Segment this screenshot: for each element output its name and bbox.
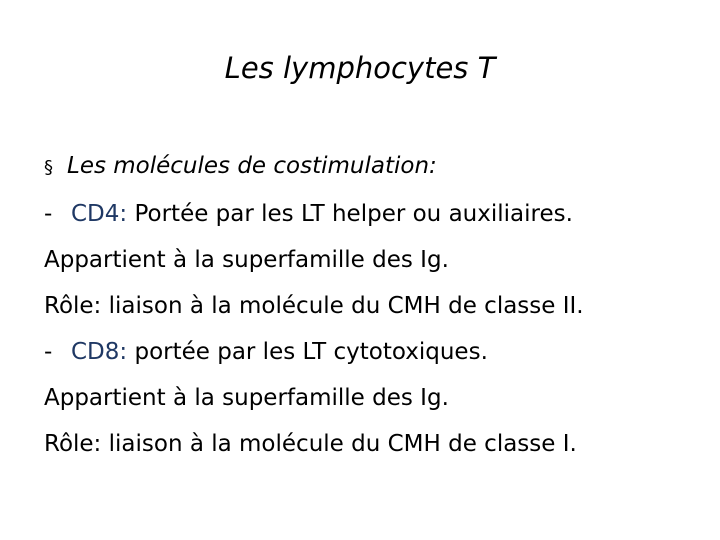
cd8-dash: - <box>44 339 53 365</box>
section-bullet-icon: § <box>44 157 53 178</box>
cd8-family-line: Appartient à la superfamille des Ig. <box>44 385 449 411</box>
cd8-role-line: Rôle: liaison à la molécule du CMH de classe I. <box>44 431 577 457</box>
cd8-line <box>44 329 704 375</box>
cd4-role-line: Rôle: liaison à la molécule du CMH de classe II. <box>44 293 584 319</box>
cd4-description: Portée par les LT helper ou auxiliaires. <box>127 201 573 227</box>
cd8-term: CD8: <box>71 339 128 365</box>
cd4-term: CD4: <box>71 201 128 227</box>
bullet-heading: Les molécules de costimulation: <box>67 153 437 179</box>
cd4-dash: - <box>44 201 53 227</box>
cd8-description: portée par les LT cytotoxiques. <box>127 339 488 365</box>
slide-title: Les lymphocytes T <box>224 51 496 85</box>
bullet-line <box>44 143 704 191</box>
cd4-family-line: Appartient à la superfamille des Ig. <box>44 247 449 273</box>
cd4-line <box>44 191 704 237</box>
slide-content <box>44 143 704 467</box>
